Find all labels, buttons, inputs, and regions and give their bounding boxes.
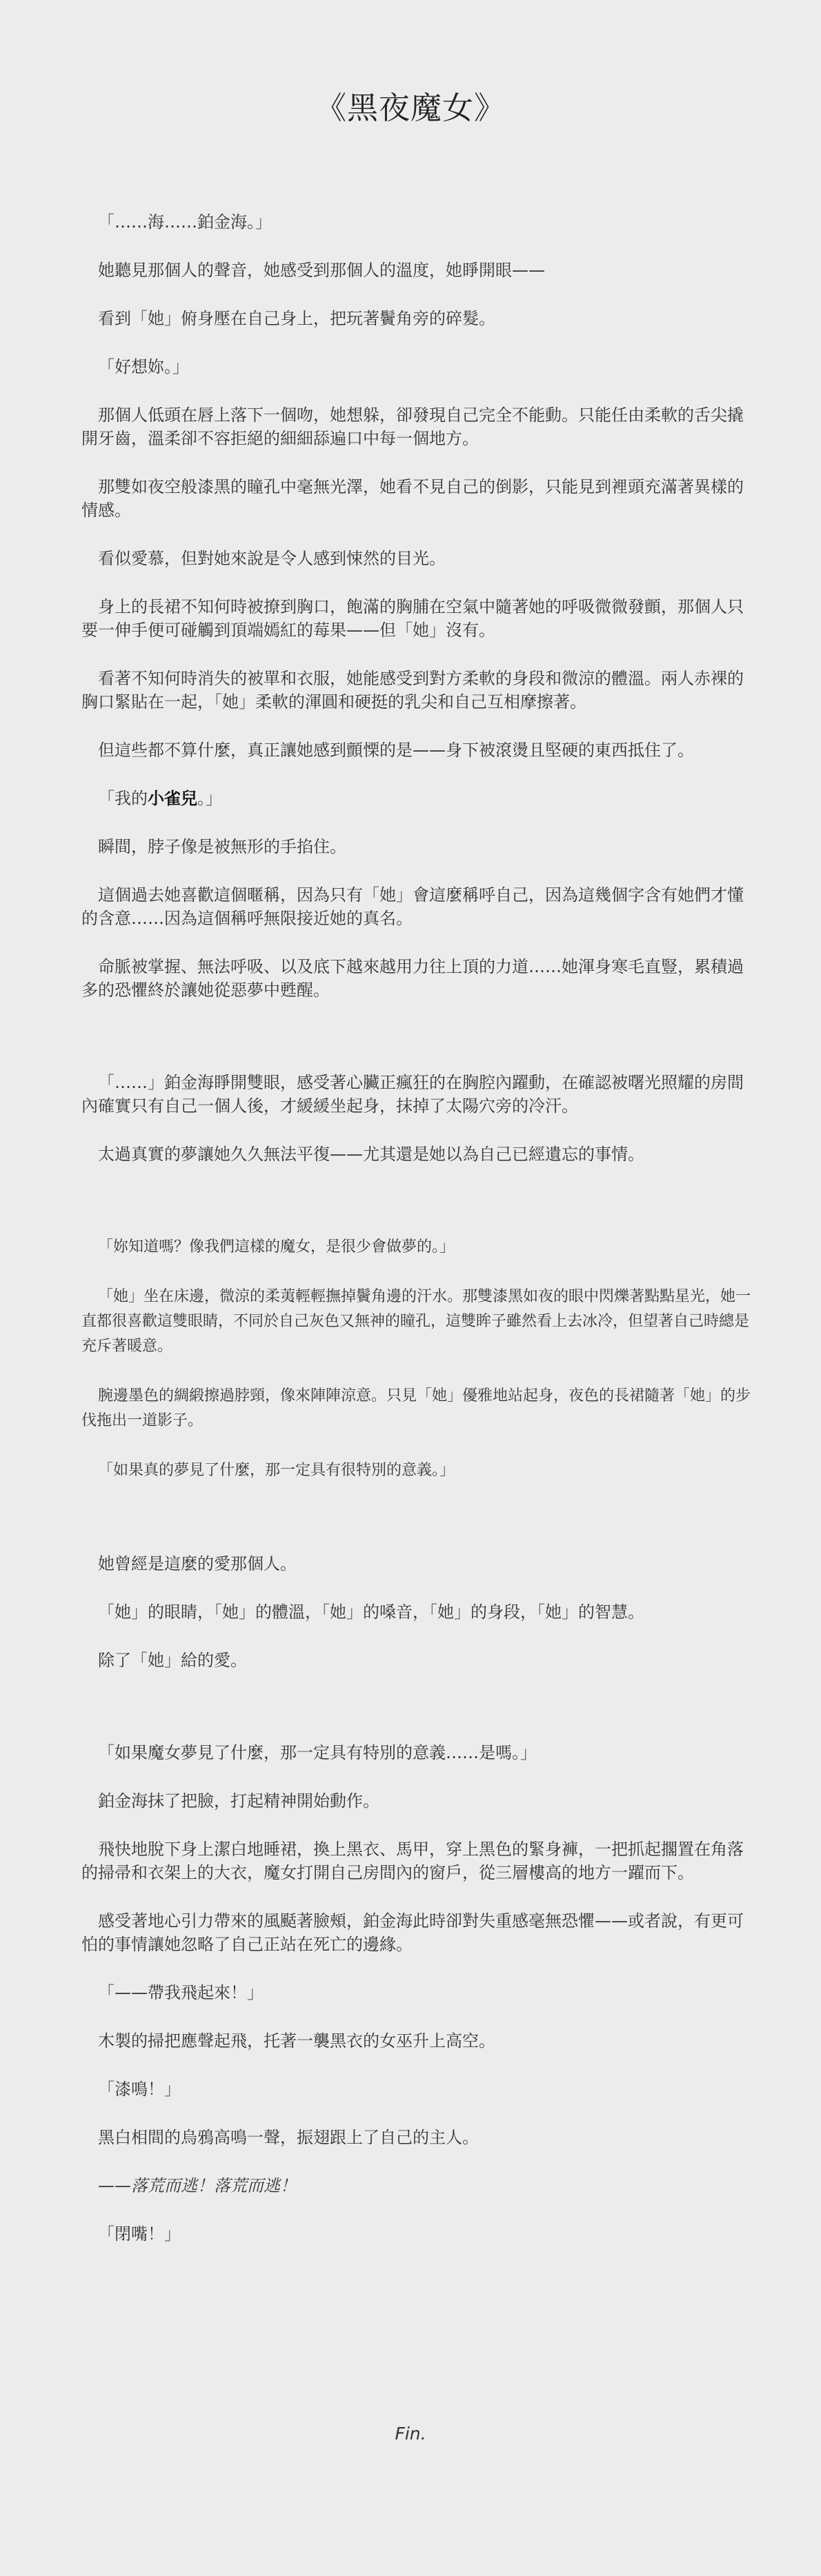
story-paragraph: 那個人低頭在唇上落下一個吻，她想躲，卻發現自己完全不能動。只能任由柔軟的舌尖撬開牙齒，溫柔卻不容拒絕的細細舔遍口中每一個地方。 — [81, 405, 744, 448]
story-paragraph: 感受著地心引力帶來的風颳著臉頰，鉑金海此時卻對失重感毫無恐懼——或者說，有更可怕的事情讓她忽略了自己正站在死亡的邊緣。 — [81, 1911, 744, 1954]
story-paragraph: 「……」鉑金海睜開雙眼，感受著心臟正瘋狂的在胸腔內躍動，在確認被曙光照耀的房間內確實只有自己一個人後，才緩緩坐起身，抹掉了太陽穴旁的冷汗。 — [81, 1073, 744, 1116]
story-paragraph: 「——帶我飛起來！」 — [98, 1983, 264, 2002]
story-paragraph: 「如果真的夢見了什麼，那一定具有很特別的意義。」 — [98, 1462, 455, 1479]
paragraph-text: 。」 — [197, 789, 222, 808]
story-paragraph: 這個過去她喜歡這個暱稱，因為只有「她」會這麼稱呼自己，因為這幾個字含有她們才懂的含意……因為這個稱呼無限接近她的真名。 — [81, 885, 744, 928]
story-paragraph: 「她」的眼睛，「她」的體溫，「她」的嗓音，「她」的身段，「她」的智慧。 — [98, 1602, 644, 1622]
story-paragraph: 看似愛慕，但對她來說是令人感到悚然的目光。 — [98, 549, 446, 568]
story-paragraph: 「……海……鉑金海。」 — [98, 212, 272, 232]
story-paragraph: 「妳知道嗎？像我們這樣的魔女，是很少會做夢的。」 — [98, 1238, 455, 1256]
paragraph-text: 「我的 — [98, 789, 148, 808]
story-paragraph: 命脈被掌握、無法呼吸、以及底下越來越用力往上頂的力道……她渾身寒毛直豎，累積過多的恐懼終於讓她從惡夢中甦醒。 — [81, 957, 744, 1000]
story-paragraph: 「如果魔女夢見了什麼，那一定具有特別的意義……是嗎。」 — [98, 1743, 537, 1762]
story-paragraph: 她聽見那個人的聲音，她感受到那個人的溫度，她睜開眼—— — [98, 261, 545, 280]
story-paragraph — [81, 787, 751, 810]
story-paragraph: 看著不知何時消失的被單和衣服，她能感受到對方柔軟的身段和微涼的體溫。兩人赤裸的胸口緊貼在一起，「她」柔軟的渾圓和硬挺的乳尖和自己互相摩擦著。 — [81, 669, 744, 712]
story-paragraph: 她曾經是這麼的愛那個人。 — [98, 1554, 297, 1573]
story-paragraph: 「漆鳴！」 — [98, 2080, 181, 2099]
story-paragraph: 木製的掃把應聲起飛，托著一襲黑衣的女巫升上高空。 — [98, 2031, 495, 2051]
story-paragraph: 但這些都不算什麼，真正讓她感到顫慄的是——身下被滾燙且堅硬的東西抵住了。 — [98, 741, 694, 760]
story-paragraph: 太過真實的夢讓她久久無法平復——尤其還是她以為自己已經遺忘的事情。 — [98, 1145, 644, 1164]
story-paragraph: 飛快地脫下身上潔白地睡裙，換上黑衣、馬甲，穿上黑色的緊身褲，一把抓起擱置在角落的掃帚和衣架上的大衣，魔女打開自己房間內的窗戶，從三層樓高的地方一躍而下。 — [81, 1840, 744, 1882]
story-paragraph: 除了「她」給的愛。 — [98, 1651, 247, 1670]
story-paragraph: 鉑金海抹了把臉，打起精神開始動作。 — [98, 1791, 379, 1811]
story-paragraph: 看到「她」俯身壓在自己身上，把玩著鬢角旁的碎髮。 — [98, 309, 495, 328]
story-paragraph: 「她」坐在床邊，微涼的柔荑輕輕撫掉鬢角邊的汗水。那雙漆黑如夜的眼中閃爍著點點星光，她一直都很喜歡這雙眼睛，不同於自己灰色又無神的瞳孔，這雙眸子雖然看上去冰冷，但望著自己時總是充斥著暖意。 — [81, 1288, 751, 1355]
story-paragraph: 「閉嘴！」 — [98, 2224, 181, 2244]
story-paragraph: 那雙如夜空般漆黑的瞳孔中毫無光澤，她看不見自己的倒影，只能見到裡頭充滿著異樣的情感。 — [81, 477, 744, 520]
story-body — [81, 210, 751, 2271]
story-paragraph: 身上的長裙不知何時被撩到胸口，飽滿的胸脯在空氣中隨著她的呼吸微微發顫，那個人只要一伸手便可碰觸到頂端嫣紅的莓果——但「她」沒有。 — [81, 597, 744, 640]
story-paragraph: 「好想妳。」 — [98, 357, 189, 376]
story-title: 《黑夜魔女》 — [315, 90, 506, 126]
fin-marker: Fin. — [395, 2424, 426, 2444]
story-paragraph: 腕邊墨色的綢緞擦過脖頸，像來陣陣涼意。只見「她」優雅地站起身，夜色的長裙隨著「她」的步伐拖出一道影子。 — [81, 1387, 751, 1429]
story-paragraph: ——落荒而逃！落荒而逃！ — [98, 2176, 297, 2195]
story-paragraph: 瞬間，脖子像是被無形的手掐住。 — [98, 837, 346, 856]
emphasized-nickname: 小雀兒 — [148, 789, 197, 808]
story-paragraph: 黑白相間的烏鴉高鳴一聲，振翅跟上了自己的主人。 — [98, 2128, 479, 2147]
